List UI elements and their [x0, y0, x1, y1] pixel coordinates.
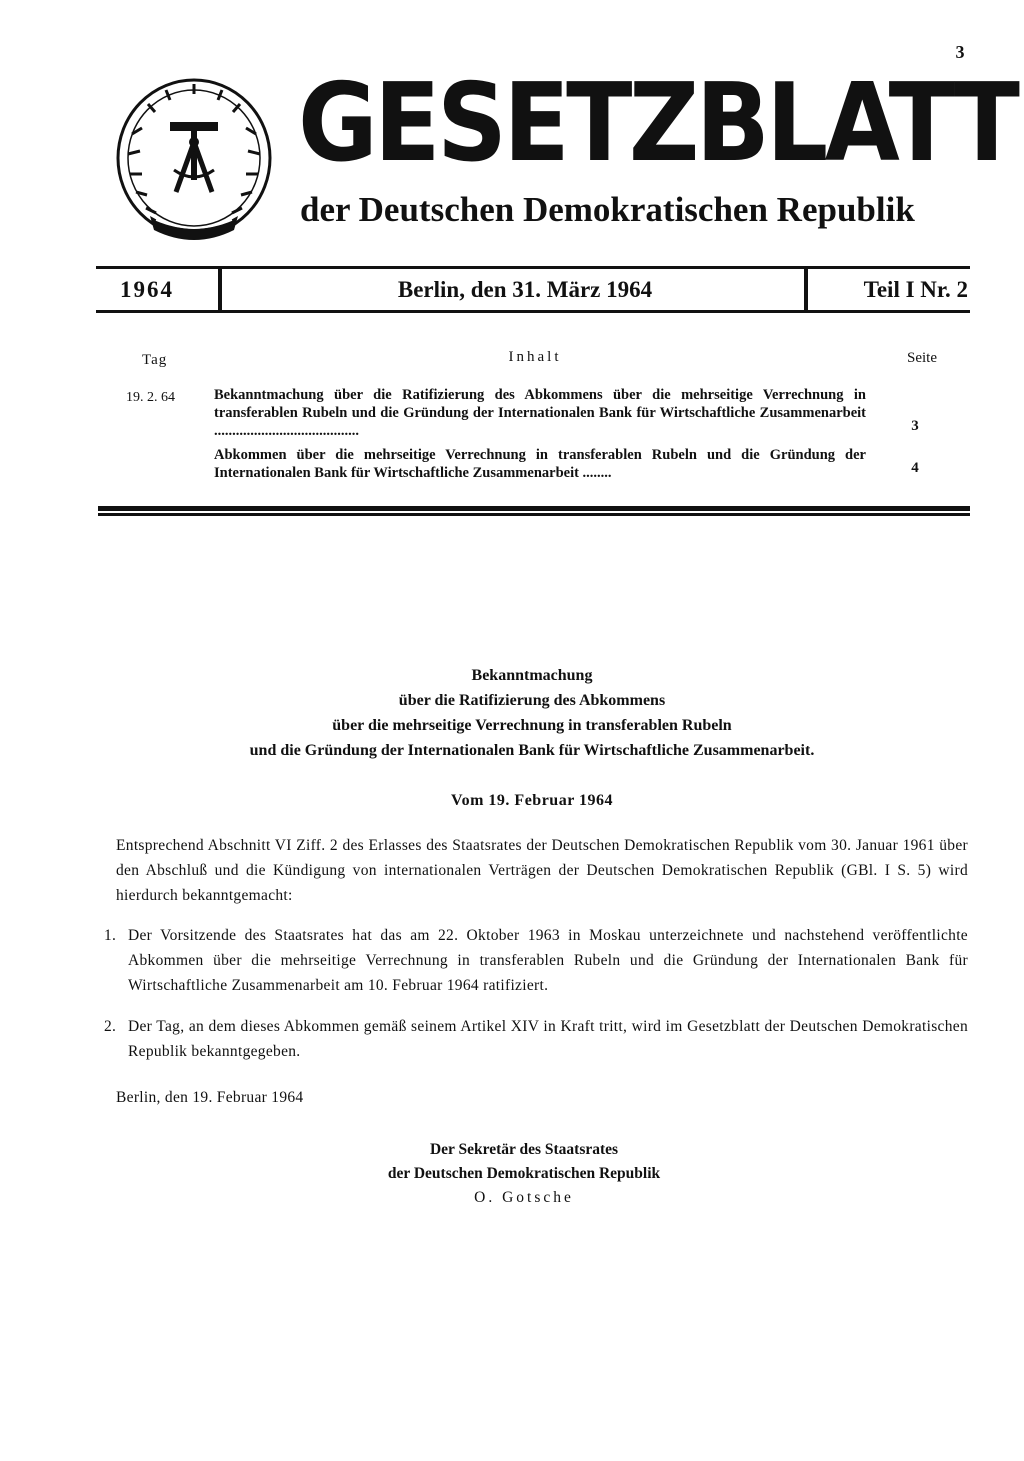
toc-entry-title: Bekanntmachung über die Ratifizierung des Abkommens über die mehrseitige Verrechnung in transferablen Rubeln und die Gründung der Internationalen Bank für Wirtschaftliche Zusammenarbeit ........................................	[214, 387, 866, 439]
signatory-role: der Deutschen Demokratischen Republik	[387, 1165, 661, 1182]
masthead-title: GESETZBLATT	[298, 61, 1017, 186]
state-emblem-icon	[112, 74, 277, 244]
issue-year: 1964	[120, 277, 174, 302]
signatory-role: Der Sekretär des Staatsrates	[429, 1141, 619, 1158]
document-date: Vom 19. Februar 1964	[451, 792, 613, 809]
toc-entry-page: 3	[911, 418, 919, 434]
signature-block	[340, 1138, 708, 1210]
masthead-subtitle: der Deutschen Demokratischen Republik	[300, 190, 915, 229]
issue-bar-bottom-rule	[96, 310, 970, 313]
toc-entry-date: 19. 2. 64	[126, 390, 175, 405]
issue-bar-separator	[804, 266, 808, 313]
section-divider-rule	[98, 506, 970, 511]
heading-line: Bekanntmachung	[471, 667, 593, 684]
numbered-item	[104, 923, 968, 998]
item-text: Der Vorsitzende des Staatsrates hat das am 22. Oktober 1963 in Moskau unterzeichnete und nachstehend veröffentlichte Abkommen über die mehrseitige Verrechnung in transferablen Rubeln und die Gründung der Internationalen Bank für Wirtschaftliche Zusammenarbeit am 10. Februar 1964 ratifiziert.	[128, 927, 968, 994]
heading-line: über die mehrseitige Verrechnung in transferablen Rubeln	[332, 717, 732, 734]
intro-paragraph: Entsprechend Abschnitt VI Ziff. 2 des Erlasses des Staatsrates der Deutschen Demokratischen Republik vom 30. Januar 1961 über den Abschluß und die Kündigung von internationalen Verträgen der Deutschen Demokratischen Republik (GBl. I S. 5) wird hierdurch bekanntgemacht:	[116, 837, 968, 904]
toc-entry-page: 4	[911, 460, 919, 476]
issue-bar-top-rule	[96, 266, 970, 269]
toc-entry-title: Abkommen über die mehrseitige Verrechnung in transferablen Rubeln und die Gründung der Internationalen Bank für Wirtschaftliche Zusammenarbeit ........	[214, 447, 866, 481]
document-heading	[120, 663, 944, 763]
signatory-name: O. Gotsche	[474, 1189, 574, 1206]
place-and-date: Berlin, den 19. Februar 1964	[116, 1089, 304, 1106]
item-number: 2.	[104, 1018, 117, 1035]
heading-line: und die Gründung der Internationalen Bank für Wirtschaftliche Zusammenarbeit.	[249, 742, 815, 759]
section-divider-rule	[98, 513, 970, 516]
item-text: Der Tag, an dem dieses Abkommen gemäß seinem Artikel XIV in Kraft tritt, wird im Gesetzblatt der Deutschen Demokratischen Republik bekanntgegeben.	[128, 1018, 968, 1060]
numbered-item	[104, 1014, 968, 1064]
page-number: 3	[955, 42, 965, 62]
toc-header-date: Tag	[142, 352, 168, 368]
item-number: 1.	[104, 927, 117, 944]
issue-bar-separator	[218, 266, 222, 313]
toc-header-contents: Inhalt	[508, 349, 562, 365]
heading-line: über die Ratifizierung des Abkommens	[398, 692, 666, 709]
toc-header-page: Seite	[907, 350, 937, 366]
issue-date-line: Berlin, den 31. März 1964	[397, 277, 653, 302]
issue-part-number: Teil I Nr. 2	[863, 277, 968, 302]
